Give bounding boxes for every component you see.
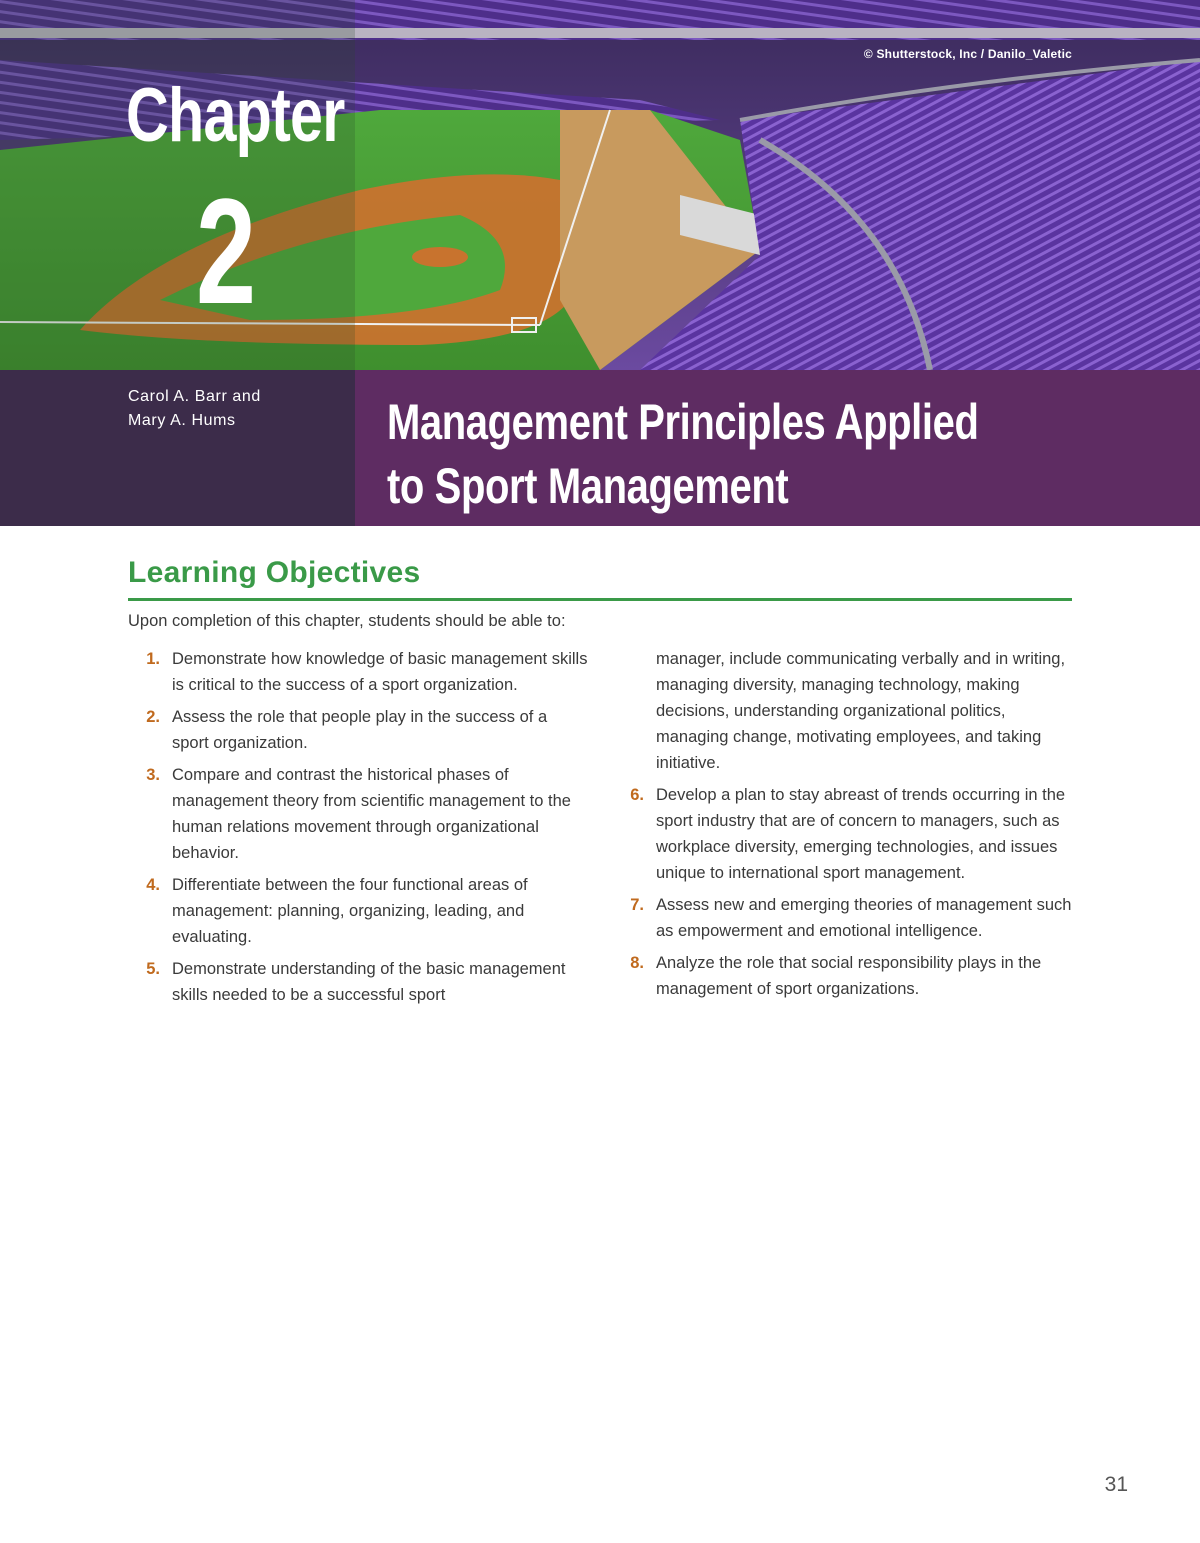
objective-item [612,950,1082,1002]
objective-item [128,646,588,698]
page-number: 31 [1104,1473,1128,1496]
objective-number: 5. [146,960,160,978]
authors-panel [0,370,355,526]
objective-item [128,956,588,1008]
objective-number: 4. [146,876,160,894]
objectives-column-left [128,646,588,1014]
chapter-hero-image [0,0,1200,370]
objective-text: Demonstrate how knowledge of basic management skills is critical to the success of a sport organization. [172,650,588,694]
objective-item [612,782,1082,886]
objective-number: 8. [630,954,644,972]
objective-number: 6. [630,786,644,804]
objective-text: Assess the role that people play in the success of a sport organization. [172,708,548,752]
title-band [0,370,1200,526]
objective-number: 1. [146,650,160,668]
heading-rule [128,598,1072,601]
chapter-title [387,390,978,518]
objective-text: Demonstrate understanding of the basic management skills needed to be a successful sport [172,960,566,1004]
objectives-intro: Upon completion of this chapter, students should be able to: [128,612,566,630]
author-line: Carol A. Barr and [128,388,261,405]
objective-item [128,704,588,756]
chapter-title-line: to Sport Management [387,458,789,514]
author-line: Mary A. Hums [128,412,236,429]
objectives-column-right [612,646,1082,1008]
objective-item [612,892,1082,944]
objective-text: Differentiate between the four functional areas of management: planning, organizing, leading, and evaluating. [172,876,528,946]
objective-number: 7. [630,896,644,914]
chapter-number: 2 [196,167,257,335]
objective-item [128,872,588,950]
photo-credit: © Shutterstock, Inc / Danilo_Valetic [863,47,1072,61]
chapter-title-line: Management Principles Applied [387,394,979,450]
objective-item [128,762,588,866]
learning-objectives-heading: Learning Objectives [128,556,421,589]
objective-continuation: manager, include communicating verbally and in writing, managing diversity, managing technology, making decisions, understanding organizational politics, managing change, motivating employees, and taking initiative. [656,650,1066,772]
authors [128,385,261,433]
objective-text: Analyze the role that social responsibility plays in the management of sport organizations. [656,954,1042,998]
title-panel [355,370,1200,526]
objective-text: Develop a plan to stay abreast of trends occurring in the sport industry that are of concern to managers, such as workplace diversity, emerging technologies, and issues unique to international sport management. [656,786,1066,882]
objective-text: Assess new and emerging theories of management such as empowerment and emotional intelligence. [656,896,1072,940]
chapter-label: Chapter [126,73,345,158]
objective-number: 2. [146,708,160,726]
objective-number: 3. [146,766,160,784]
objective-text: Compare and contrast the historical phases of management theory from scientific management to the human relations movement through organizational behavior. [172,766,571,862]
